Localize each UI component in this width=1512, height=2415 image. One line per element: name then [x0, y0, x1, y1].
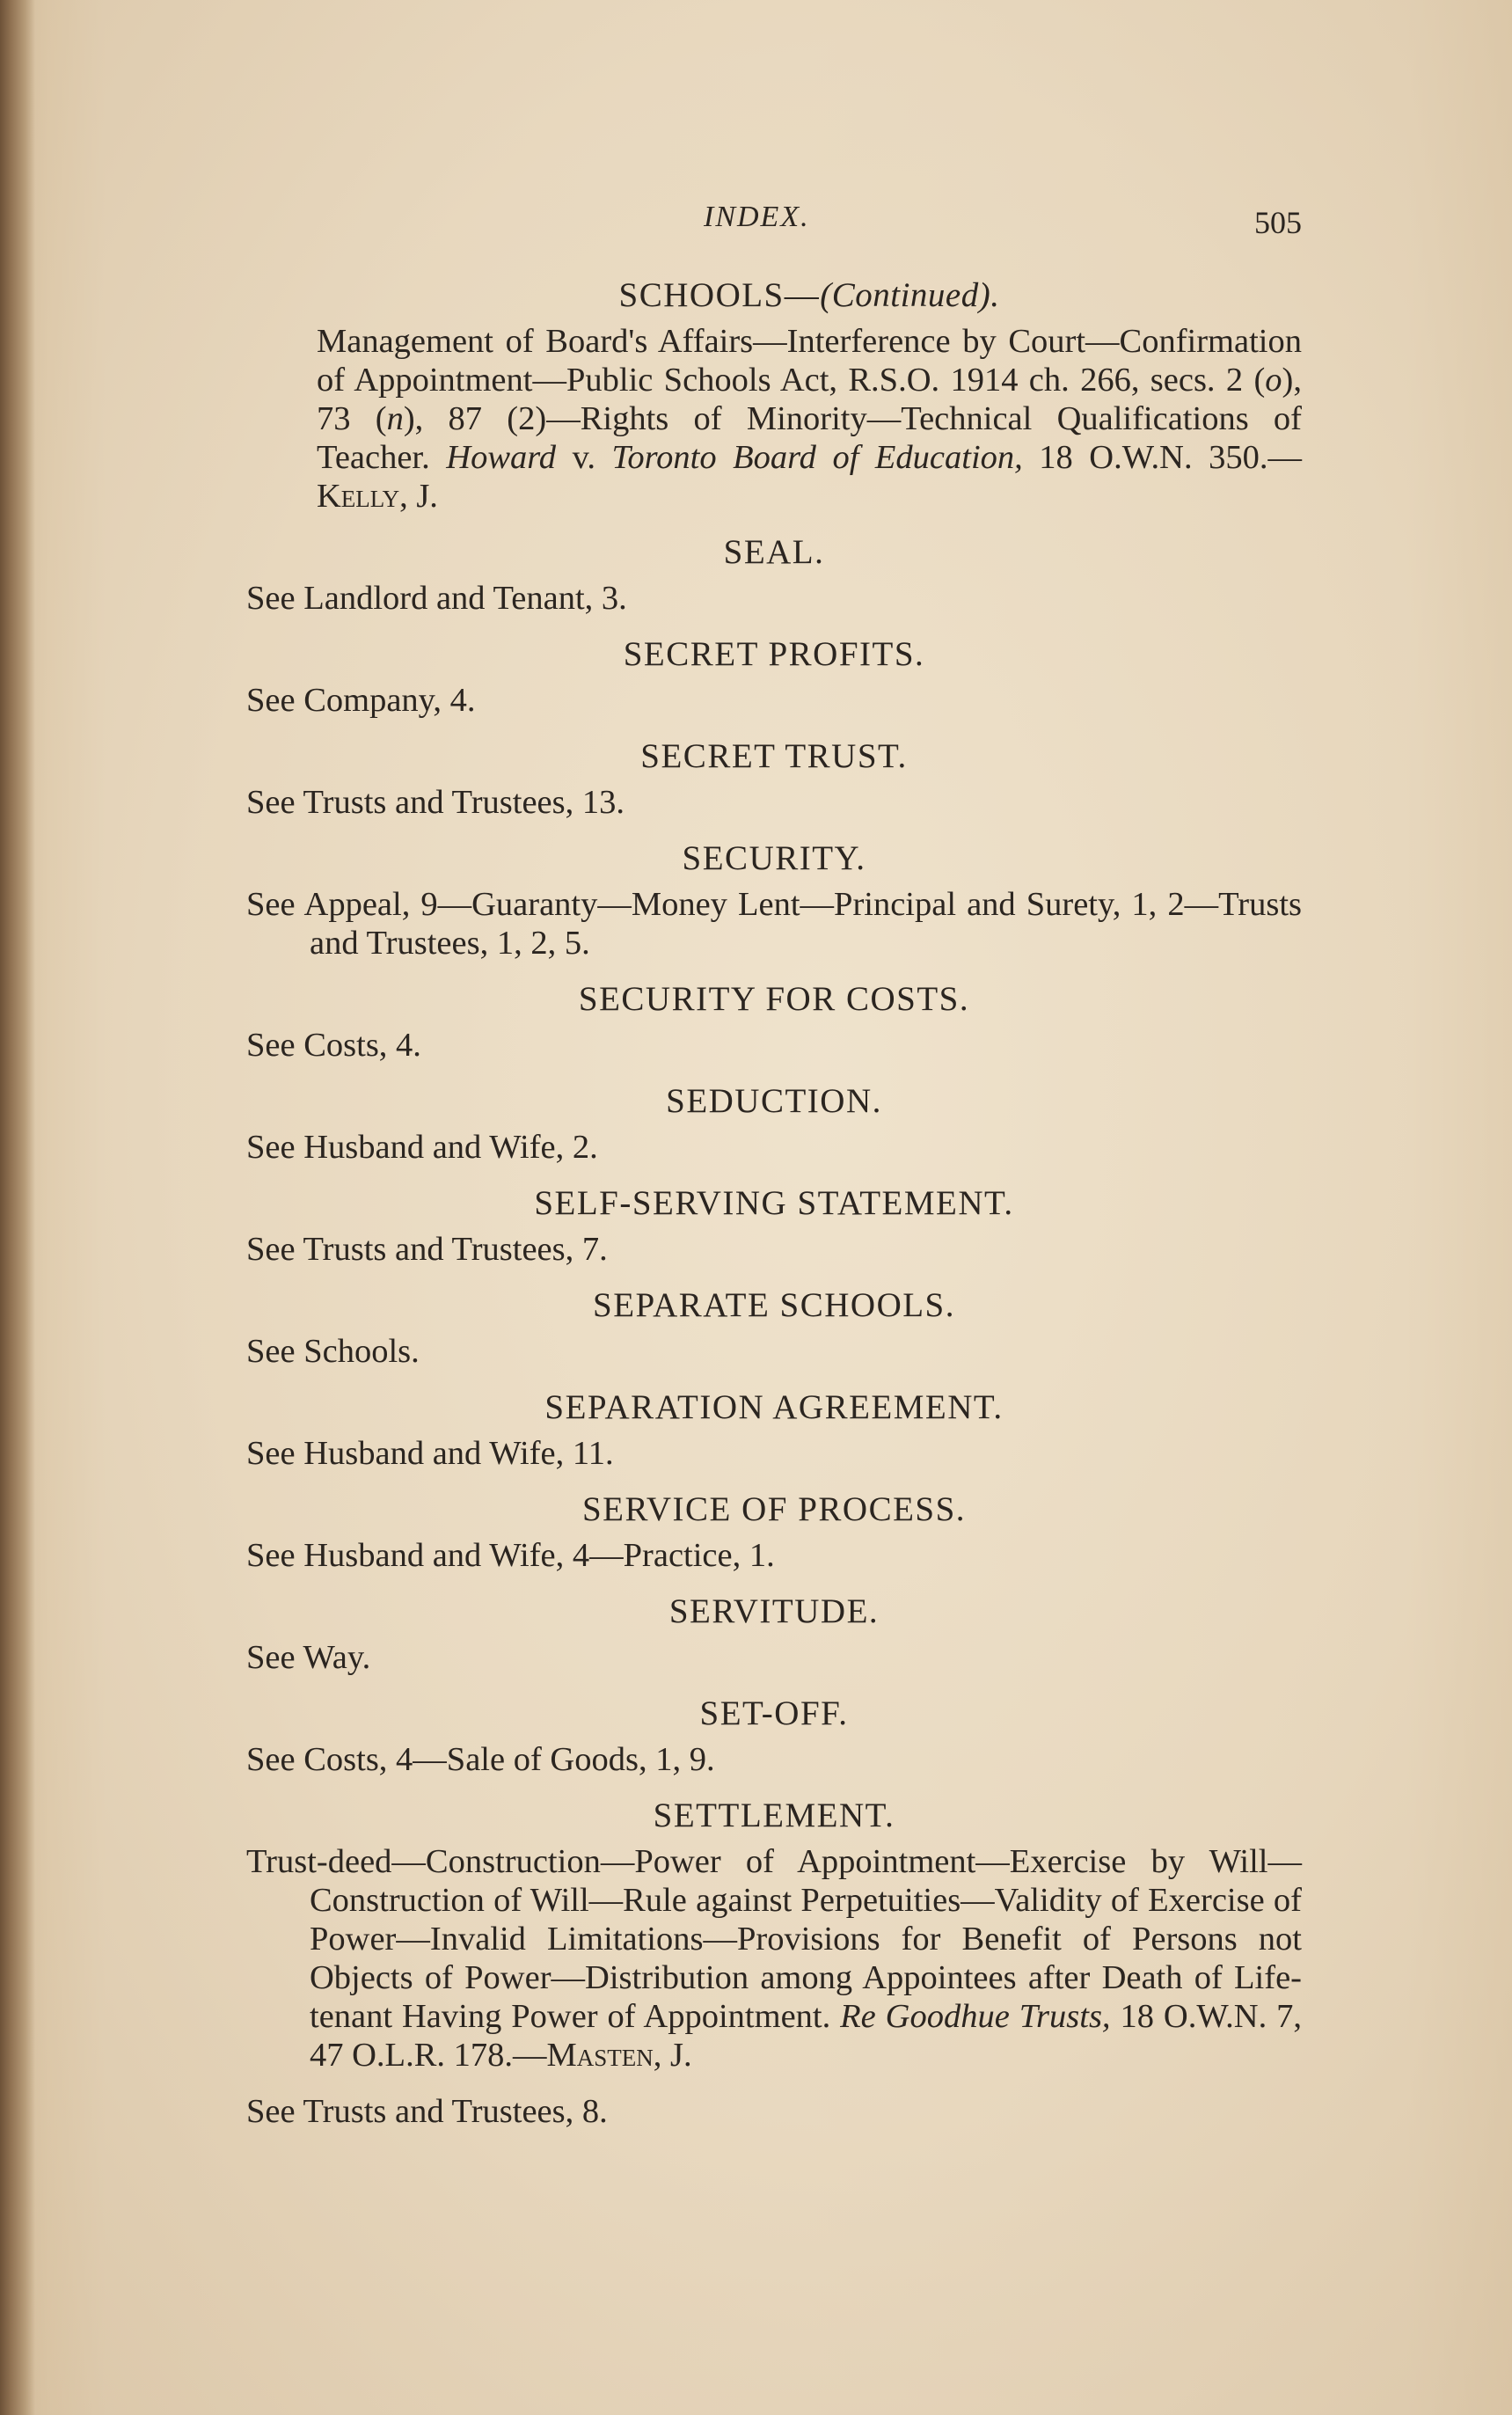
entry-heading: SEPARATE SCHOOLS.: [593, 1286, 955, 1324]
see-reference: See Husband and Wife, 11.: [246, 1435, 614, 1472]
entry-heading: SECRET TRUST.: [640, 737, 908, 775]
book-spine-shadow: [0, 0, 35, 2415]
settlement-entry-text: Trust-deed—Construction—Power of Appointment—Exercise by Will—Construction of Will—Rule against Perpetuities—Validity of Exercise of Power—Invalid Limitations—Provisions for Benefit of Persons not Objects of Power—Distribution among Appointees after Death of Life-tenant Having Power of Appointment. Re Goodhue Trusts, 18 O.W.N. 7, 47 O.L.R. 178.—Masten, J.: [246, 1843, 1302, 2074]
see-reference: See Costs, 4—Sale of Goods, 1, 9.: [246, 1741, 715, 1778]
page-header: [246, 201, 1302, 253]
entry-heading-schools-continued: SCHOOLS—(Continued).: [618, 276, 1000, 314]
entry-heading: SECRET PROFITS.: [623, 635, 925, 673]
entry-heading: SECURITY.: [682, 839, 866, 877]
see-reference: See Trusts and Trustees, 13.: [246, 784, 625, 821]
entry-heading: SECURITY FOR COSTS.: [578, 980, 970, 1018]
see-reference: See Trusts and Trustees, 7.: [246, 1231, 608, 1268]
see-reference: See Appeal, 9—Guaranty—Money Lent—Principal and Surety, 1, 2—Trusts and Trustees, 1, 2, 5.: [246, 886, 1302, 962]
entry-heading: SERVICE OF PROCESS.: [581, 1490, 967, 1528]
entry-heading: SELF-SERVING STATEMENT.: [534, 1184, 1014, 1222]
see-reference: See Husband and Wife, 2.: [246, 1129, 598, 1166]
entry-heading: SERVITUDE.: [668, 1592, 880, 1630]
entry-heading: SEPARATION AGREEMENT.: [544, 1388, 1004, 1426]
entry-heading: SET-OFF.: [699, 1694, 849, 1732]
see-reference: See Costs, 4.: [246, 1027, 421, 1064]
entry-heading: SEAL.: [723, 533, 825, 571]
page-number: 505: [1254, 205, 1302, 240]
see-reference: See Way.: [246, 1639, 371, 1676]
schools-entry-text: Management of Board's Affairs—Interference by Court—Confirmation of Appointment—Public Schools Act, R.S.O. 1914 ch. 266, secs. 2 (o), 73 (n), 87 (2)—Rights of Minority—Technical Qualifications of Teacher. Howard v. Toronto Board of Education, 18 O.W.N. 350.—Kelly, J.: [317, 323, 1303, 515]
index-content: [246, 274, 1302, 2131]
see-reference: See Company, 4.: [246, 682, 476, 719]
see-reference: See Trusts and Trustees, 8.: [246, 2093, 608, 2130]
see-reference: See Landlord and Tenant, 3.: [246, 580, 627, 617]
see-reference: See Husband and Wife, 4—Practice, 1.: [246, 1537, 775, 1574]
entry-heading-settlement: SETTLEMENT.: [653, 1797, 895, 1834]
running-head: INDEX.: [704, 201, 810, 233]
see-reference: See Schools.: [246, 1333, 420, 1370]
entry-heading: SEDUCTION.: [666, 1082, 882, 1120]
